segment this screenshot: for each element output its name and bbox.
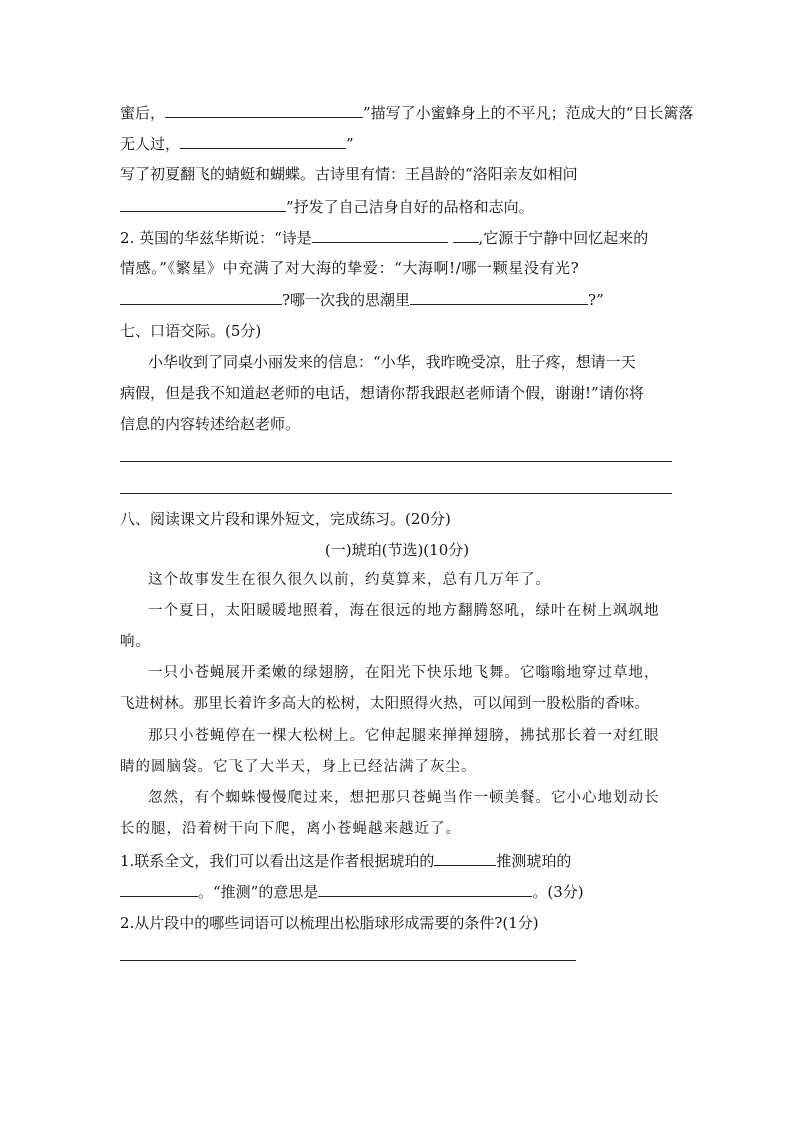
reading-line: 飞进树林。那里长着许多高大的松树，太阳照得火热，可以闻到一股松脂的香味。 (120, 696, 650, 712)
text: ,它源于宁静中回忆起来的 (478, 229, 649, 247)
text: 无人过， (120, 135, 181, 153)
paragraph-line: 小华收到了同桌小丽发来的信息：“小华，我昨晚受凉，肚子疼，想请一天 (148, 353, 636, 371)
answer-blank[interactable] (453, 227, 479, 243)
question-1-line (120, 850, 571, 871)
answer-blank[interactable] (120, 881, 198, 897)
paragraph-line: 病假，但是我不知道赵老师的电话，想请你帮我跟赵老师请个假，谢谢!”请你将 (120, 384, 644, 402)
text: 。(3分) (532, 883, 584, 901)
answer-line[interactable] (120, 960, 576, 961)
reading-line: 响。 (120, 634, 151, 650)
reading-line: 一个夏日，太阳暖暖地照着，海在很远的地方翻腾怒吼，绿叶在树上飒飒地 (148, 603, 660, 619)
text: ?” (588, 291, 604, 309)
answer-blank[interactable] (120, 289, 282, 305)
reading-line: 那只小苍蝇停在一棵大松树上。它伸起腿来掸掸翅膀，拂拭那长着一对红眼 (148, 728, 660, 744)
text: ”抒发了自己洁身自好的品格和志向。 (286, 198, 534, 216)
reading-line: 忽然，有个蜘蛛慢慢爬过来，想把那只苍蝇当作一顿美餐。它小心地划动长 (148, 790, 660, 806)
paragraph-line: 信息的内容转述给赵老师。 (120, 415, 301, 433)
answer-blank[interactable] (410, 289, 588, 305)
answer-blank[interactable] (312, 227, 448, 243)
text: 2. 英国的华兹华斯说：“诗是 (120, 229, 312, 247)
question-2: 2.从片段中的哪些词语可以梳理出松脂球形成需要的条件?(1分) (120, 914, 539, 932)
reading-line: 一只小苍蝇展开柔嫩的绿翅膀，在阳光下快乐地飞舞。它嗡嗡地穿过草地， (148, 665, 660, 681)
text: 推测琥珀的 (496, 852, 572, 870)
text-line: 情感。”《繁星》中充满了对大海的挚爱：“大海啊!/哪一颗星没有光? (120, 259, 580, 277)
text: 蜜后， (120, 104, 166, 122)
answer-blank[interactable] (434, 850, 496, 866)
text: ” (346, 135, 354, 153)
section-title-8: 八、阅读课文片段和课外短文，完成练习。(20分) (120, 510, 451, 528)
section-title-7: 七、口语交际。(5分) (120, 322, 262, 340)
answer-line[interactable] (120, 461, 672, 462)
text: 。“推测”的意思是 (198, 883, 319, 901)
reading-line: 这个故事发生在很久很久以前，约莫算来，总有几万年了。 (148, 572, 551, 588)
answer-blank[interactable] (318, 881, 532, 897)
reading-line: 睛的圆脑袋。它飞了大半天，身上已经沾满了灰尘。 (120, 759, 477, 775)
text: ?哪一次我的思潮里 (282, 291, 411, 309)
text-line (120, 102, 693, 123)
text-line: 写了初夏翻飞的蜻蜓和蝴蝶。古诗里有情：王昌龄的“洛阳亲友如相问 (120, 165, 578, 183)
text-line (120, 196, 534, 217)
text-line (120, 289, 604, 310)
answer-blank[interactable] (180, 133, 346, 149)
reading-line: 长的腿，沿着树干向下爬，离小苍蝇越来越近了。 (120, 821, 461, 837)
answer-blank[interactable] (165, 102, 363, 118)
text-line (120, 227, 648, 248)
reading-title: (一)琥珀(节选)(10分) (324, 541, 470, 559)
answer-blank[interactable] (120, 196, 286, 212)
text-line (120, 133, 354, 154)
question-1-line (120, 881, 584, 902)
answer-line[interactable] (120, 493, 672, 494)
text: ”描写了小蜜蜂身上的不平凡；范成大的“日长篱落 (363, 104, 694, 122)
text: 1.联系全文，我们可以看出这是作者根据琥珀的 (120, 852, 435, 870)
